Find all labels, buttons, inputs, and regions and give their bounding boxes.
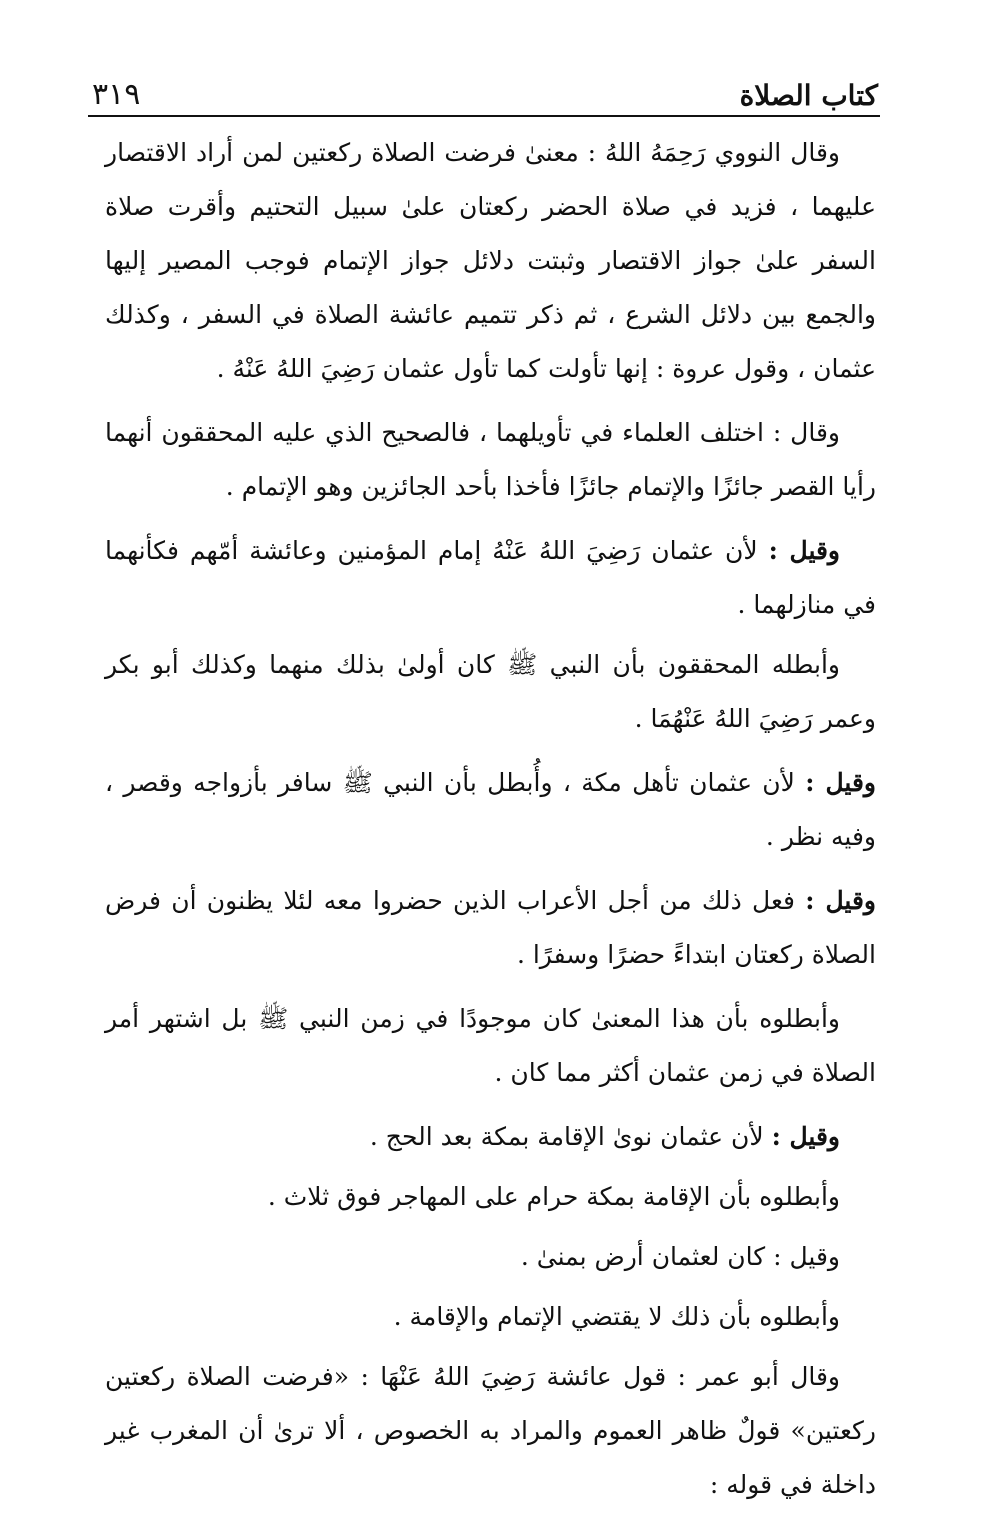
paragraph-text: لأن عثمان تأهل مكة ، وأُبطل بأن النبي ﷺ سافر بأزواجه وقصر ، وفيه نظر . [105,768,876,851]
paragraph-text: وقال أبو عمر : قول عائشة رَضِيَ اللهُ عَنْهَا : «فرضت الصلاة ركعتين ركعتين» قولٌ ظاهر العموم والمراد به الخصوص ، ألا ترىٰ أن المغرب غير داخلة في قوله : [105,1362,876,1499]
paragraph-refutation-2 [105,992,876,1100]
paragraph-text: لأن عثمان رَضِيَ اللهُ عَنْهُ إمام المؤمنين وعائشة أمّهم فكأنهما في منازلهما . [105,536,876,619]
paragraph-lead: وقيل : [768,536,841,565]
paragraph-opinion-land [105,1230,876,1284]
paragraph-text: وأبطله المحققون بأن النبي ﷺ كان أولىٰ بذلك منهما وكذلك أبو بكر وعمر رَضِيَ اللهُ عَنْهُمَا . [105,650,876,733]
page-header [92,58,878,110]
header-divider [88,115,880,117]
paragraph-lead: وقيل : [771,1122,840,1151]
paragraph-refutation-1 [105,638,876,746]
paragraph-text: فعل ذلك من أجل الأعراب الذين حضروا معه لئلا يظنون أن فرض الصلاة ركعتان ابتداءً حضرًا وسفرًا . [105,886,876,969]
paragraph-refutation-3 [105,1170,876,1224]
page-number: ٣١٩ [92,77,141,112]
paragraph-opinion-intention [105,1110,876,1164]
paragraph-opinion-residence [105,756,876,864]
paragraph-refutation-4 [105,1290,876,1344]
paragraph-text: وقال : اختلف العلماء في تأويلهما ، فالصحيح الذي عليه المحققون أنهما رأيا القصر جائزًا والإتمام جائزًا فأخذا بأحد الجائزين وهو الإتمام . [105,418,876,501]
paragraph-opinion-imam [105,524,876,632]
paragraph-text: وقال النووي رَحِمَهُ اللهُ : معنىٰ فرضت الصلاة ركعتين لمن أراد الاقتصار عليهما ، فزيد في صلاة الحضر ركعتان علىٰ سبيل التحتيم وأقرت صلاة السفر علىٰ جواز الاقتصار وثبتت دلائل جواز الإتمام فوجب المصير إليها والجمع بين دلائل الشرع ، ثم ذكر تتميم عائشة الصلاة في السفر ، وكذلك عثمان ، وقول عروة : إنها تأولت كما تأول عثمان رَضِيَ اللهُ عَنْهُ . [105,138,876,383]
paragraph-text: وأبطلوه بأن الإقامة بمكة حرام على المهاجر فوق ثلاث . [267,1182,840,1211]
paragraph-text: وأبطلوه بأن ذلك لا يقتضي الإتمام والإقامة . [393,1302,840,1331]
paragraph-scholars-disagreement [105,406,876,514]
paragraph-text: لأن عثمان نوىٰ الإقامة بمكة بعد الحج . [369,1122,764,1151]
body-text [105,126,876,1522]
paragraph-lead: وقيل : [805,886,877,915]
running-title: كتاب الصلاة [739,79,878,112]
paragraph-text: وأبطلوه بأن هذا المعنىٰ كان موجودًا في زمن النبي ﷺ بل اشتهر أمر الصلاة في زمن عثمان أكثر مما كان . [105,1004,876,1087]
paragraph-abu-umar-quote [105,1350,876,1512]
paragraph-lead: وقيل : [805,768,877,797]
paragraph-nawawi-quote [105,126,876,396]
paragraph-opinion-bedouins [105,874,876,982]
paragraph-text: وقيل : كان لعثمان أرض بمنىٰ . [520,1242,840,1271]
